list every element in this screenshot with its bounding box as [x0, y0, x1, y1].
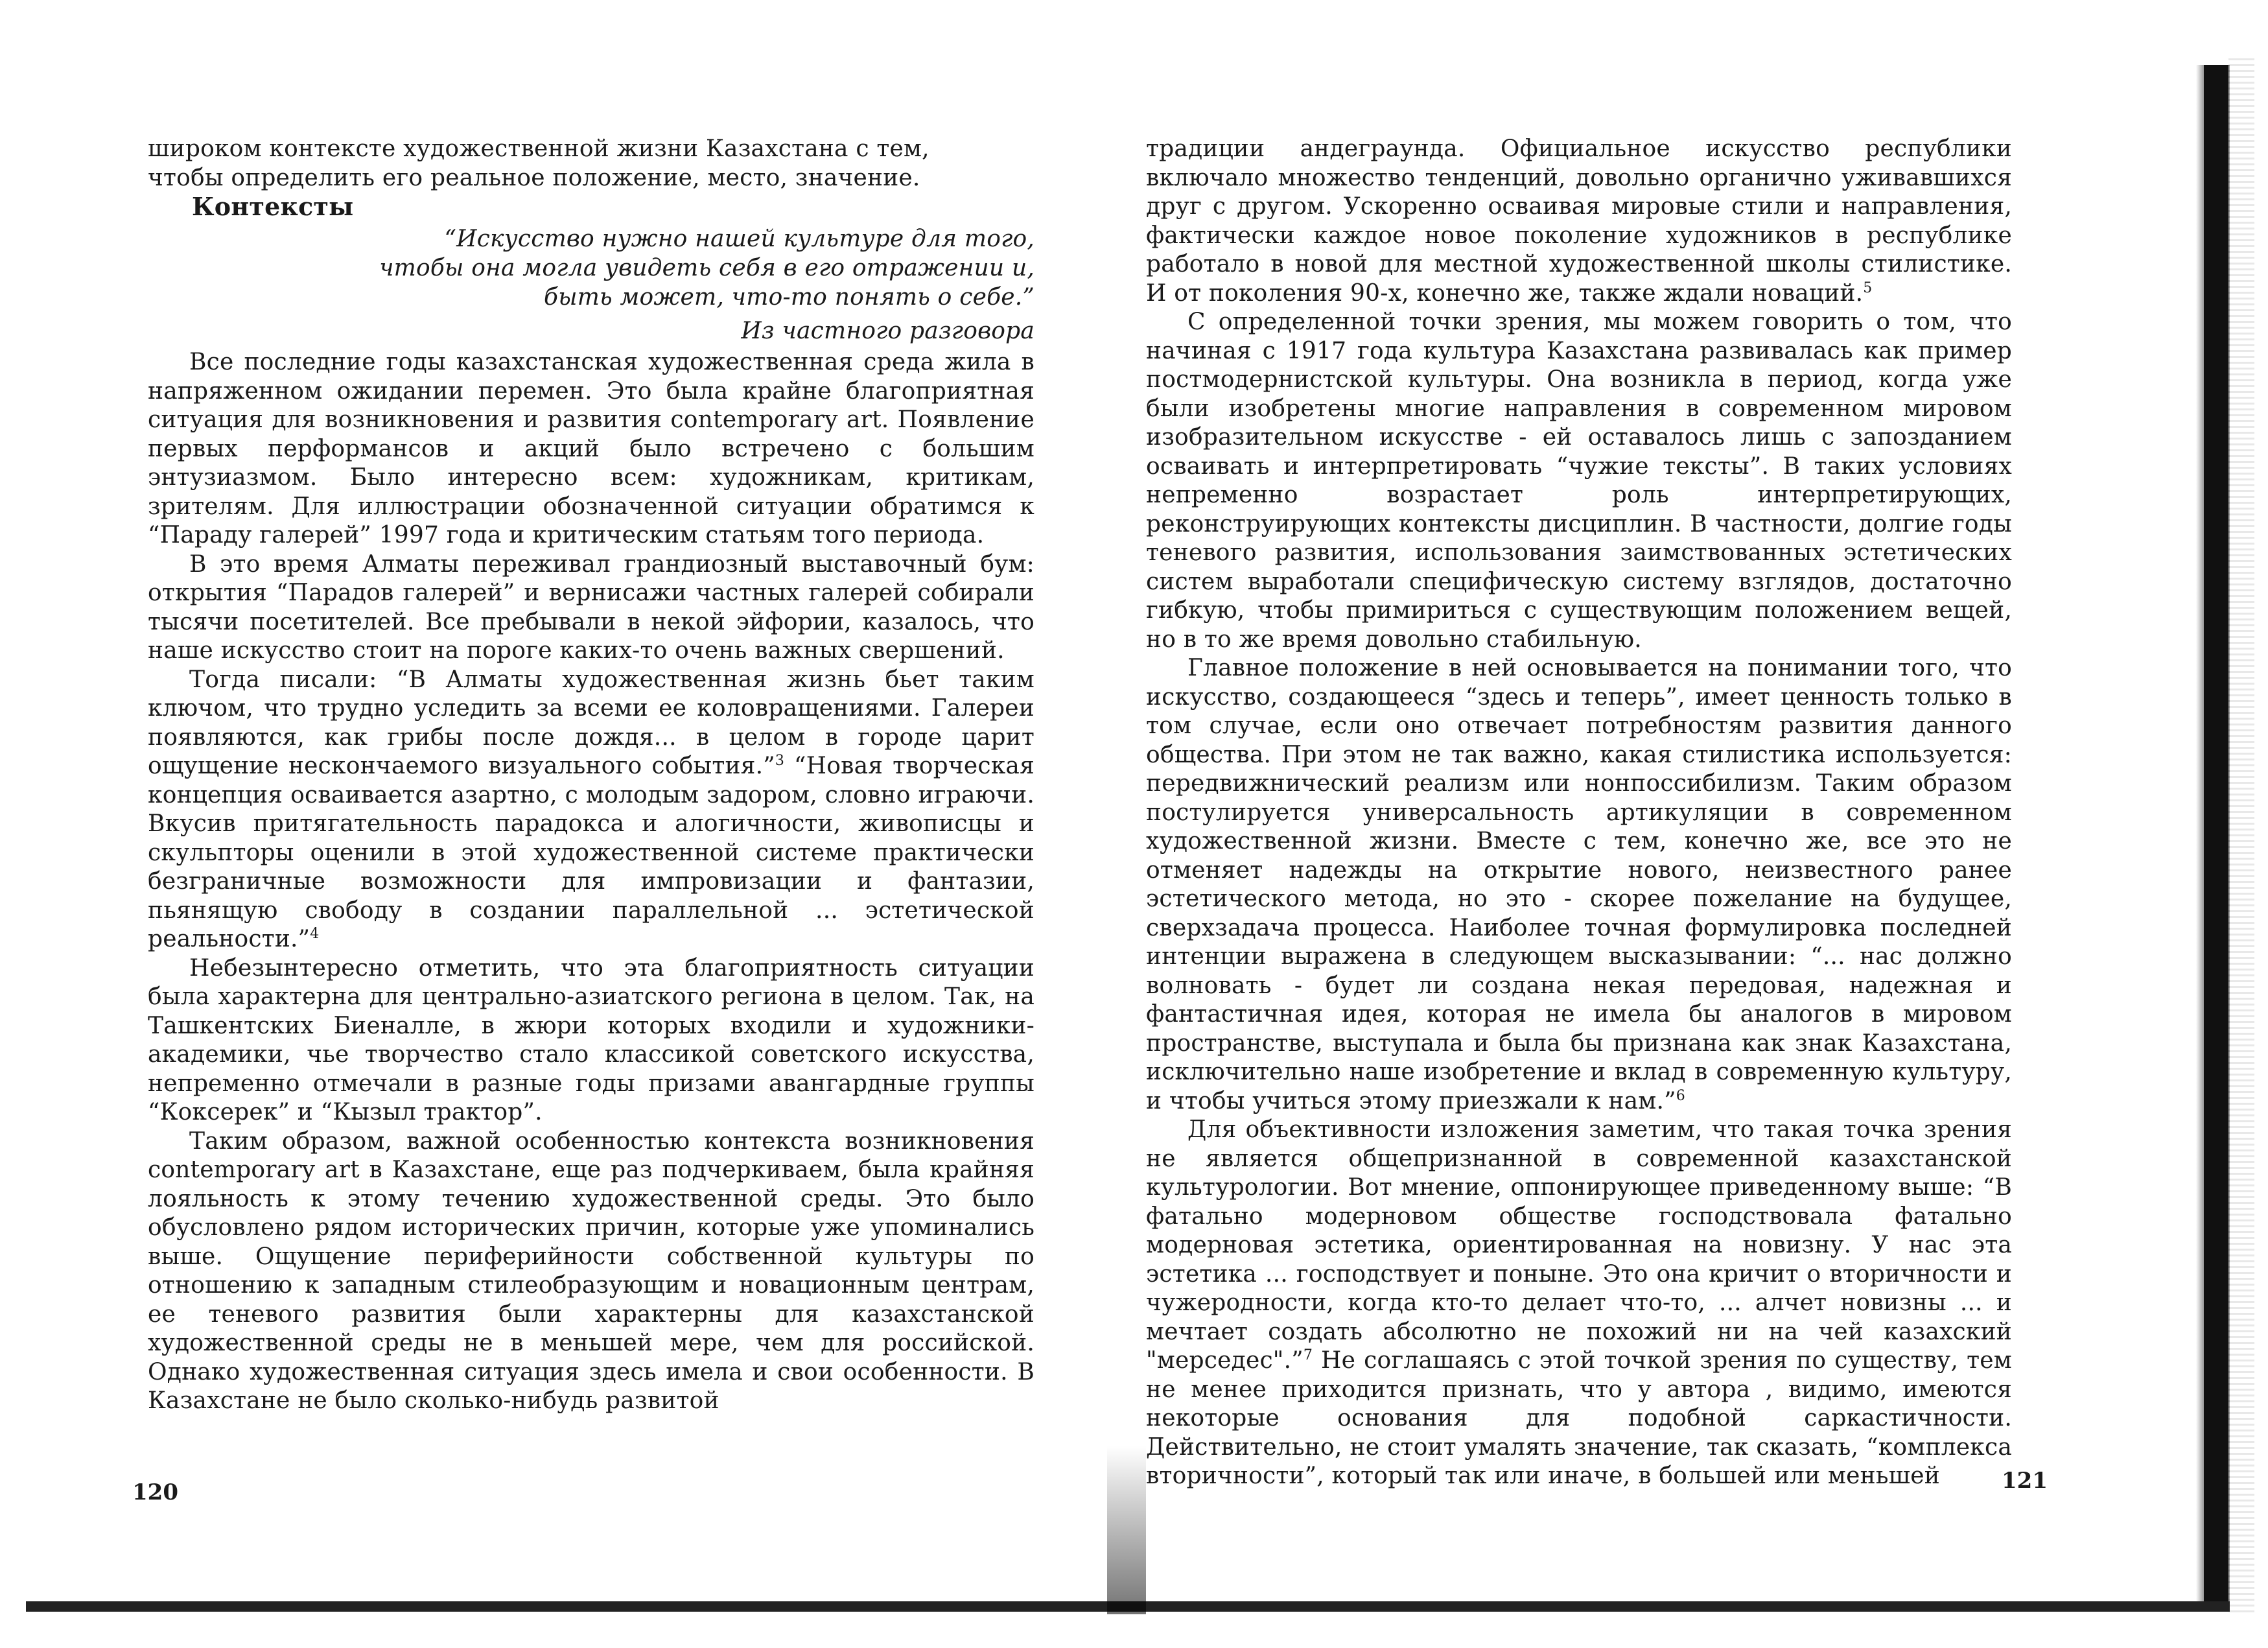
paragraph	[1146, 654, 2012, 1116]
page-number: 120	[132, 1479, 178, 1505]
paragraph-text: Тогда писали: “В Алматы художественная жизнь бьет таким ключом, что трудно уследить за всеми ее коловращениями. Галереи появляются, как грибы после дождя... в целом в городе царит ощущение нескончаемого визуального события.”	[148, 666, 1035, 779]
paragraph: Небезынтересно отметить, что эта благоприятность ситуации была характерна для центрально-азиатского региона в целом. Так, на Ташкентских Биеналле, в жюри которых входили и художники-академики, чье творчество стало классикой советского искусства, непременно отмечали в разные годы призами авангардные группы “Коксерек” и “Кызыл трактор”.	[148, 954, 1035, 1125]
footnote-ref: 3	[775, 753, 785, 769]
epigraph-line-2: чтобы она могла увидеть себя в его отражении и,	[379, 254, 1035, 281]
paragraph: В это время Алматы переживал грандиозный выставочный бум: открытия “Парадов галерей” и вернисажи частных галерей собирали тысячи посетителей. Все пребывали в некой эйфории, казалось, что наше искусство стоит на пороге каких-то очень важных свершений.	[148, 550, 1035, 664]
paragraph-text: Не соглашаясь с этой точкой зрения по существу, тем не менее приходится признать, что у автора , видимо, имеются некоторые основания для подобной саркастичности. Действительно, не стоит умалять значение, так сказать, “комплекса вторичности”, который так или иначе, в большей или меньшей	[1146, 1347, 2012, 1489]
scan-book-edge	[2204, 65, 2230, 1608]
intro-line-1: широком контексте художественной жизни Казахстана с тем,	[148, 135, 929, 162]
section-heading: Контексты	[192, 192, 354, 221]
scan-edge-shadow	[2196, 65, 2204, 1608]
scan-noise	[2228, 58, 2254, 1614]
right-page-text	[1146, 135, 2012, 1491]
epigraph-line-3: быть может, что-то понять о себе.”	[544, 283, 1035, 311]
paragraph-text: Для объективности изложения заметим, что такая точка зрения не является общепризнанной в современной казахстанской культурологии. Вот мнение, оппонирующее приведенному выше: “В фатально модерновом обществе господствовала фатально модерновая эстетика, ориентированная на новизну. У нас эта эстетика ... господствует и поныне. Это она кричит о вторичности и чужеродности, когда кто-то делает что-то, ... алчет новизны ... и мечтает создать абсолютно не похожий ни на чей казахский "мерседес".”	[1146, 1116, 2012, 1374]
paragraph: Таким образом, важной особенностью контекста возникновения contemporary art в Казахстане, еще раз подчеркиваем, была крайняя лояльность к этому течению художественной среды. Это было обусловлено рядом исторических причин, которые уже упоминались выше. Ощущение периферийности собственной культуры по отношению к западным стилеобразующим и новационным центрам, ее теневого развития были характерны для казахстанской художественной среды не в меньшей мере, чем для российской. Однако художественная ситуация здесь имела и свои особенности. В Казахстане не было сколько-нибудь развитой	[148, 1127, 1035, 1414]
paragraph: Все последние годы казахстанская художественная среда жила в напряженном ожидании перемен. Это была крайне благоприятная ситуация для возникновения и развития contemporary art. Появление первых перформансов и акций было встречено с большим энтузиазмом. Было интересно всем: художникам, критикам, зрителям. Для иллюстрации обозначенной ситуации обратимся к “Параду галерей” 1997 года и критическим статьям того периода.	[148, 349, 1035, 548]
paragraph-text: Главное положение в ней основывается на понимании того, что искусство, создающееся “здесь и теперь”, имеет ценность только в том случае, если оно отвечает потребностям развития данного общества. При этом не так важно, какая стилистика используется: передвижнический реализм или нонпоссибилизм. Таким образом постулируется универсальность артикуляции в современном художественной жизни. Вместе с тем, конечно же, все это не отменяет надежды на открытие нового, неизвестного ранее эстетического метода, но это - скорее пожелание на будущее, сверхзадача процесса. Наиболее точная формулировка последней интенции выражена в следующем высказывании: “... нас должно волновать - будет ли создана некая передовая, надежная и фантастичная идея, которая не имела бы аналогов в мировом пространстве, выступала и была бы признана как знак Казахстана, исключительно наше изобретение и вклад в современную культуру, и чтобы учиться этому приезжали к нам.”	[1146, 655, 2012, 1114]
epigraph-source: Из частного разговора	[741, 317, 1035, 344]
paragraph	[148, 666, 1035, 954]
footnote-ref: 4	[310, 926, 320, 942]
epigraph	[148, 224, 1035, 312]
paragraph-text: “Новая творческая концепция осваивается азартно, с молодым задором, словно играючи. Вкусив притягательность парадокса и алогичности, живописцы и скульпторы оценили в этой художественной системе практически безграничные возможности для импровизации и фантазии, пьянящую свободу в создании параллельной ... эстетической реальности.”	[148, 753, 1035, 952]
paragraph	[1146, 135, 2012, 308]
page-number: 121	[2002, 1468, 2048, 1494]
footnote-ref: 5	[1863, 279, 1873, 296]
paragraph: С определенной точки зрения, мы можем говорить о том, что начиная с 1917 года культура Казахстана развивалась как пример постмодернистской культуры. Она возникла в период, когда уже были изобретены многие направления в современном мировом изобразительном искусстве - ей оставалось лишь с запозданием осваивать и интерпретировать “чужие тексты”. В таких условиях непременно возрастает роль интерпретирующих, реконструирующих контексты дисциплин. В частности, долгие годы теневого развития, использования заимствованных эстетических систем выработали специфическую систему взглядов, достаточно гибкую, чтобы примириться с существующим положением вещей, но в то же время довольно стабильную.	[1146, 309, 2012, 653]
left-page-text	[148, 135, 1035, 1416]
left-page	[0, 0, 1115, 1648]
right-page	[1115, 0, 2152, 1648]
paragraph-text: традиции андеграунда. Официальное искусство республики включало множество тенденций, довольно органично уживавшихся друг с другом. Ускоренно осваивая мировые стили и направления, фактически каждое новое поколение художников в республике работало в новой для местной художественной школы стилистике. И от поколения 90-х, конечно же, также ждали новаций.	[1146, 135, 2012, 307]
epigraph-line-1: “Искусство нужно нашей культуре для того,	[444, 225, 1035, 252]
intro-line-2: чтобы определить его реальное положение, место, значение.	[148, 164, 920, 191]
paragraph	[1146, 1116, 2012, 1491]
footnote-ref: 7	[1303, 1347, 1313, 1363]
footnote-ref: 6	[1676, 1087, 1685, 1104]
center-fold-shadow	[1107, 1446, 1146, 1614]
